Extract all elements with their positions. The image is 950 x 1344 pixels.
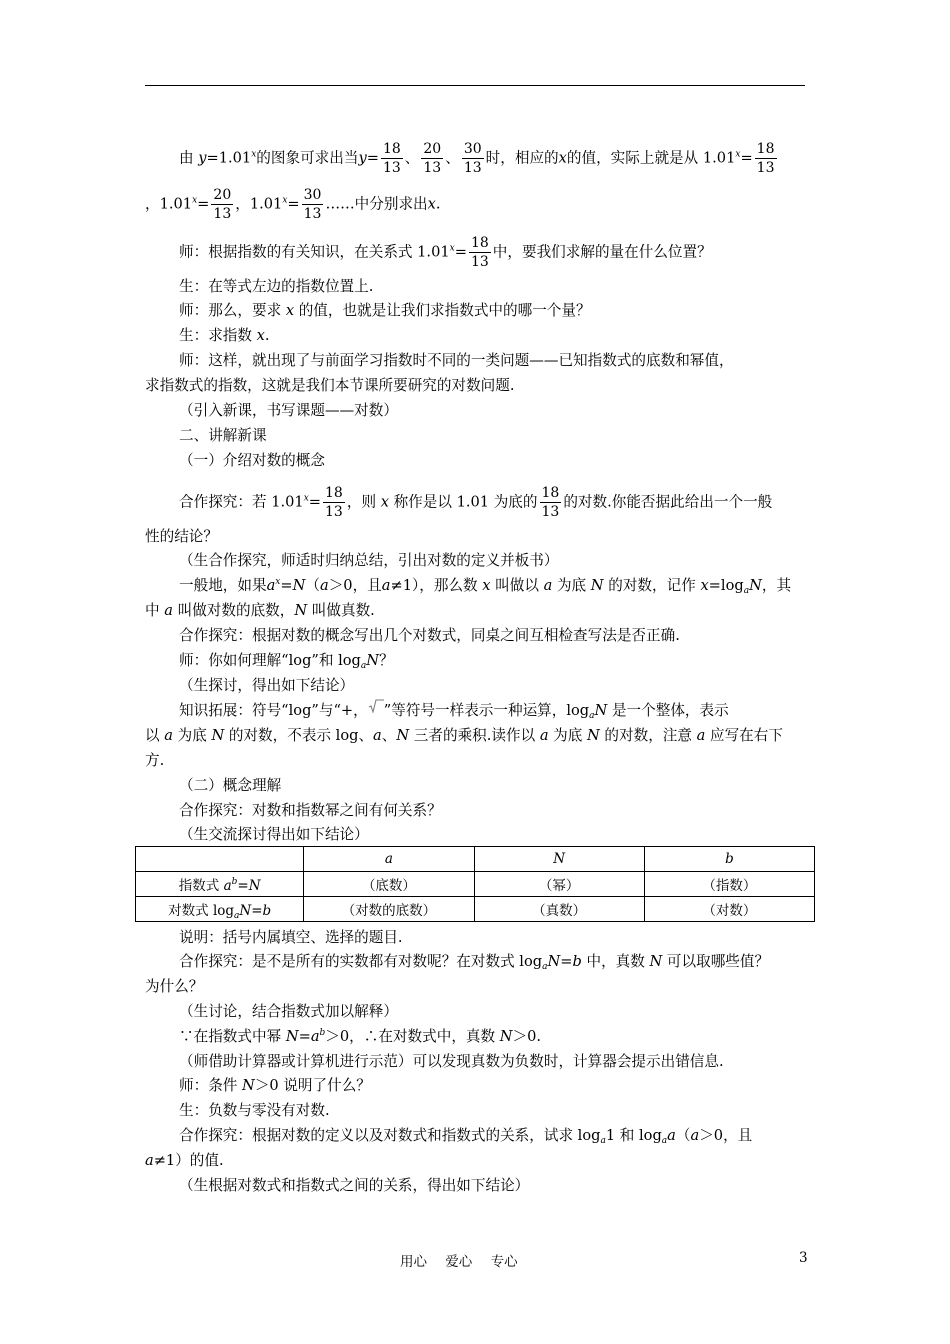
paragraph: 生：负数与零没有对数.: [179, 1102, 330, 1119]
paragraph: 生：在等式左边的指数位置上.: [179, 278, 374, 295]
paragraph: 为什么？: [145, 978, 204, 995]
paragraph: 中 a 叫做对数的底数，N 叫做真数.: [145, 602, 375, 619]
paragraph: 方.: [145, 752, 165, 769]
paragraph: （引入新课，书写课题——对数）: [179, 402, 398, 419]
paragraph: 师：那么，要求 x 的值，也就是让我们求指数式中的哪一个量？: [179, 302, 591, 319]
relation-table: [135, 846, 815, 922]
table-header-cell: b: [644, 847, 814, 872]
table-cell: （指数）: [644, 872, 814, 897]
paragraph: 师：根据指数的有关知识，在关系式 $1.01^x=$ $\frac{18}{13}$ 中，要我们求解的量在什么位置？: [179, 235, 712, 270]
table-row: [136, 897, 815, 922]
paragraph: （生探讨，得出如下结论）: [179, 677, 355, 694]
paragraph: （师借助计算器或计算机进行示范）可以发现真数为负数时，计算器会提示出错信息.: [179, 1053, 724, 1070]
paragraph: 合作探究：对数和指数幂之间有何关系？: [179, 802, 442, 819]
fraction: $\frac{18}{13}$: [756, 141, 775, 176]
fraction: $\frac{20}{13}$: [213, 187, 232, 222]
table-cell: （幂）: [474, 872, 644, 897]
paragraph: 求指数式的指数，这就是我们本节课所要研究的对数问题.: [145, 377, 515, 394]
page-footer: 用心 爱心 专心: [400, 1254, 518, 1270]
paragraph: 合作探究：若 $1.01^x=$ $\frac{18}{13}$ ，则 x 称作是以 1.01 为底的 $\frac{18}{13}$ 的对数.你能否据此给出一个一般: [179, 485, 773, 520]
paragraph: ，$1.01^x=$ $\frac{20}{13}$ ，$1.01^x=$ $\frac{30}{13}$ ……中分别求出x.: [145, 187, 441, 222]
paragraph: 说明：括号内属填空、选择的题目.: [179, 929, 403, 946]
fraction: $\frac{18}{13}$: [470, 235, 489, 270]
paragraph: 合作探究：是不是所有的实数都有对数呢？在对数式 $\log_aN=b$ 中，真数 N 可以取哪些值？: [179, 953, 770, 972]
fraction: $\frac{30}{13}$: [303, 187, 322, 222]
paragraph: 师：你如何理解“log”和 $\log_aN$？: [179, 652, 394, 671]
table-cell: （底数）: [304, 872, 474, 897]
paragraph: （生讨论，结合指数式加以解释）: [179, 1003, 398, 1020]
paragraph: 师：这样，就出现了与前面学习指数时不同的一类问题——已知指数式的底数和幂值，: [179, 352, 734, 369]
paragraph: 师：条件 N＞0 说明了什么？: [179, 1077, 371, 1094]
table-cell: [136, 847, 304, 872]
page-number: 3: [799, 1250, 808, 1266]
paragraph: 生：求指数 x.: [179, 327, 270, 344]
table-row-label: 指数式 $a^b=N$: [136, 872, 304, 897]
paragraph: （生合作探究，师适时归纳总结，引出对数的定义并板书）: [179, 552, 559, 569]
subsection-heading: （二）概念理解: [179, 777, 282, 794]
fraction: $\frac{18}{13}$: [382, 141, 401, 176]
paragraph: 以 a 为底 N 的对数，不表示 log、a、N 三者的乘积.读作以 a 为底 N 的对数，注意 a 应写在右下: [145, 727, 783, 744]
table-row-label: 对数式 $\log_aN=b$: [136, 897, 304, 922]
paragraph: 知识拓展：符号“log”与“+， ”等符号一样表示一种运算，$\log_aN$ 是一个整体，表示: [179, 701, 729, 721]
table-cell: （对数）: [644, 897, 814, 922]
paragraph: a≠1）的值.: [145, 1152, 224, 1169]
table-cell: （真数）: [474, 897, 644, 922]
paragraph: 合作探究：根据对数的定义以及对数式和指数式的关系，试求 $\log_a1$ 和 $\log_aa(a>0$，且: [179, 1127, 753, 1146]
table-header-row: [136, 847, 815, 872]
fraction: $\frac{30}{13}$: [463, 141, 482, 176]
fraction: $\frac{18}{13}$: [541, 485, 560, 520]
subsection-heading: （一）介绍对数的概念: [179, 452, 325, 469]
header-rule: [145, 85, 805, 86]
definition-paragraph: 一般地，如果$a^x=N(a>0$，且a≠1），那么数 x 叫做以 a 为底 N 的对数，记作 $x=\log_aN$，其: [179, 577, 792, 596]
table-row: [136, 872, 815, 897]
paragraph: 合作探究：根据对数的概念写出几个对数式，同桌之间互相检查写法是否正确.: [179, 627, 680, 644]
paragraph: 由 $y=1.01^x$的图象可求出当y= $\frac{18}{13}$ 、 $\frac{20}{13}$ 、 $\frac{30}{13}$ 时，相应的x的值，实际上就是从 $1.01^x=$ $\frac{18}{13}$: [179, 141, 775, 176]
section-heading: 二、讲解新课: [179, 427, 267, 444]
fraction: $\frac{20}{13}$: [423, 141, 442, 176]
radical-sign-icon: [368, 699, 384, 719]
fraction: $\frac{18}{13}$: [325, 485, 343, 520]
table-header-cell: N: [474, 847, 644, 872]
paragraph: 性的结论？: [145, 528, 218, 545]
paragraph: （生交流探讨得出如下结论）: [179, 826, 369, 843]
paragraph: （生根据对数式和指数式之间的关系，得出如下结论）: [179, 1177, 530, 1194]
table-cell: （对数的底数）: [304, 897, 474, 922]
paragraph: ∵在指数式中幂 $N=a^b>0$，∴在对数式中，真数 N＞0.: [179, 1028, 542, 1045]
table-header-cell: a: [304, 847, 474, 872]
